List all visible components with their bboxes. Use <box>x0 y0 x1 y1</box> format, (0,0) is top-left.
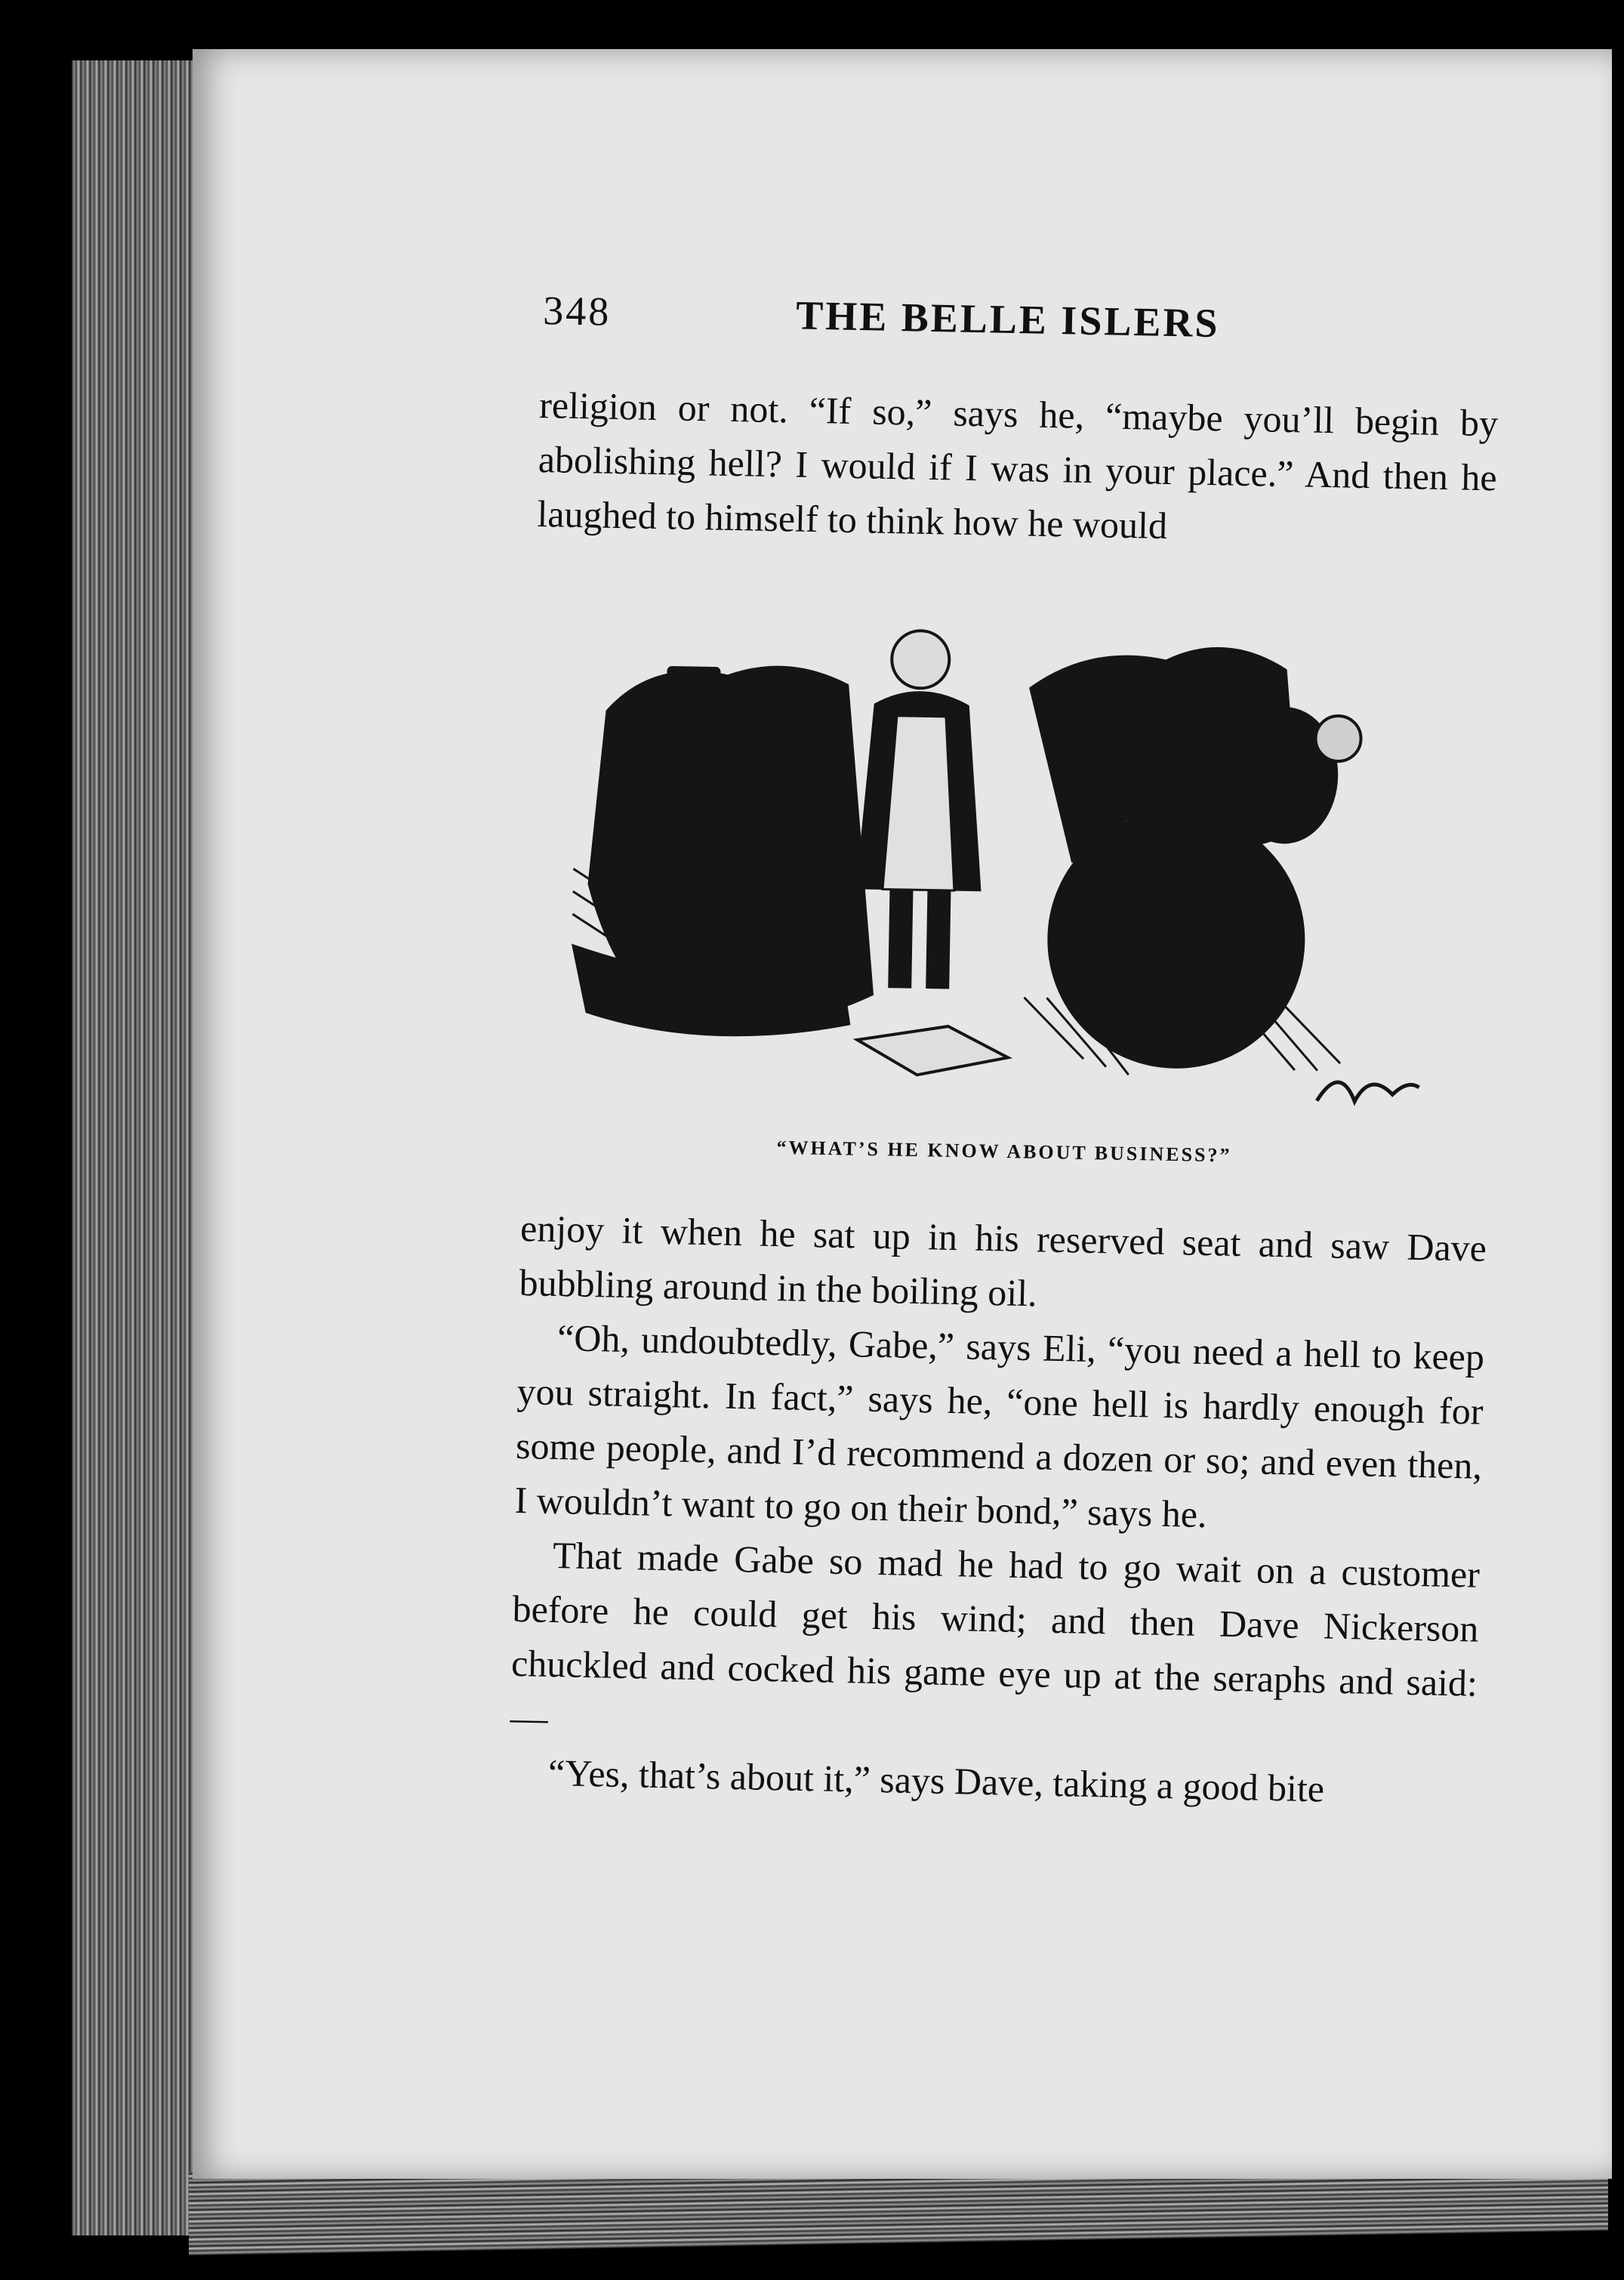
paragraph: religion or not. “If so,” says he, “maybe you’ll begin by abolishing hell? I would if I was in your place.” And then he laughed to himself to think how he would <box>537 383 1499 547</box>
book-title: THE BELLE ISLERS <box>795 292 1221 347</box>
illustration-shop-scene <box>554 566 1431 1125</box>
paragraph: “Yes, that’s about it,” says Dave, taking a good bite <box>547 1751 1325 1810</box>
paragraph: “Oh, undoubtedly, Gabe,” says Eli, “you need a hell to keep you straight. In fact,” says he, “one hell is hardly enough for some people, and I’d recommend a dozen or so; and even then, I wouldn’t want to go on their bond,” says he. <box>514 1316 1485 1536</box>
illustration-caption: “WHAT’S HE KNOW ABOUT BUSINESS?” <box>776 1136 1232 1167</box>
paragraph: That made Gabe so mad he had to go wait on a customer before he could get his wind; and then Dave Nickerson chuckled and cocked his game eye up at the seraphs and said:— <box>510 1533 1481 1739</box>
page-number: 348 <box>542 287 612 335</box>
paragraph: enjoy it when he sat up in his reserved seat and saw Dave bubbling around in the boiling oil. <box>519 1206 1487 1315</box>
text-block-bottom <box>508 1201 1487 1819</box>
text-block-top <box>537 378 1499 559</box>
